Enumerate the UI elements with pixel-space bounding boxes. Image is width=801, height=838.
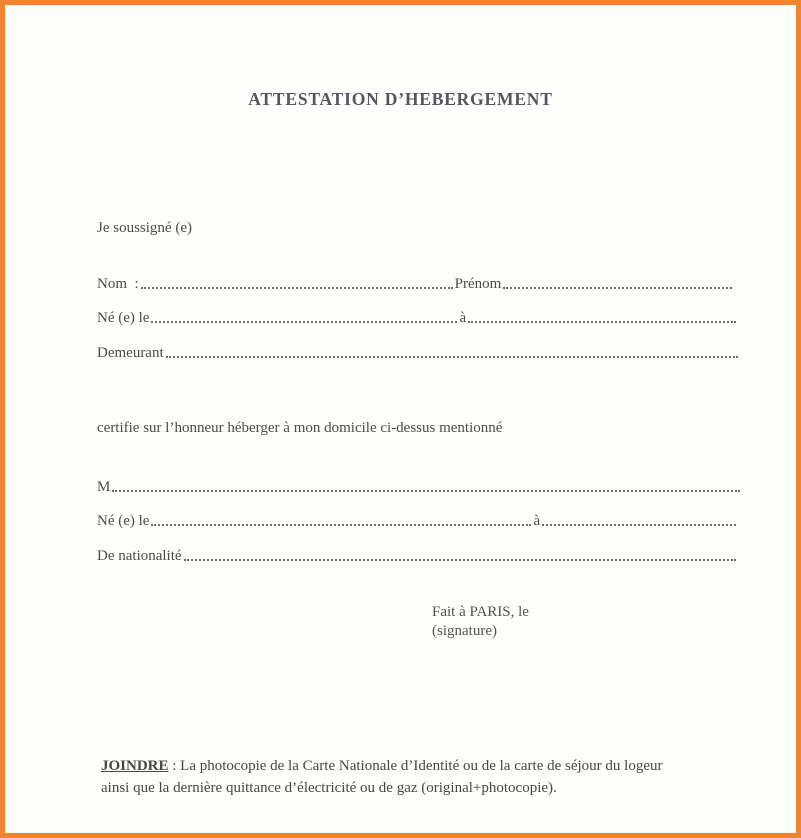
signature-place-line: Fait à PARIS, le: [432, 604, 529, 620]
dotted-blank-ne-le-2: [151, 524, 531, 526]
intro-line: Je soussigné (e): [97, 220, 192, 236]
document-title: ATTESTATION D’HEBERGEMENT: [248, 89, 553, 109]
field-row-nationalite: [97, 547, 738, 565]
signature-block: [432, 603, 529, 641]
footer-note: [101, 755, 749, 799]
field-label-ne-le-2: Né (e) le: [97, 513, 150, 529]
footer-text-line1: : La photocopie de la Carte Nationale d’Identité ou de la carte de séjour du logeur: [168, 758, 663, 774]
field-row-nom: [97, 275, 734, 293]
dotted-blank-ne-le-1: [151, 321, 457, 323]
field-label-prenom: Prénom: [454, 276, 502, 292]
dotted-blank-lieu-1: [468, 321, 736, 323]
field-row-m: [97, 478, 742, 496]
footer-joindre-label: JOINDRE: [101, 758, 169, 774]
field-label-nom: Nom :: [97, 276, 139, 292]
certification-line: certifie sur l’honneur héberger à mon domicile ci-dessus mentionné: [97, 420, 503, 436]
footer-text-line2: ainsi que la dernière quittance d’électricité ou de gaz (original+photocopie).: [101, 780, 557, 796]
dotted-blank-nom: [141, 287, 453, 289]
field-row-naissance-2: [97, 512, 738, 530]
dotted-blank-demeurant: [166, 356, 738, 358]
signature-caption-line: (signature): [432, 623, 497, 639]
field-label-demeurant: Demeurant: [97, 345, 164, 361]
dotted-blank-m: [112, 490, 740, 492]
field-label-a-2: à: [533, 513, 541, 529]
field-row-naissance-1: [97, 309, 738, 327]
field-label-ne-le-1: Né (e) le: [97, 310, 150, 326]
dotted-blank-lieu-2: [542, 524, 736, 526]
field-label-m: M: [97, 479, 111, 495]
dotted-blank-prenom: [503, 287, 732, 289]
field-label-a-1: à: [459, 310, 467, 326]
field-label-nationalite: De nationalité: [97, 548, 182, 564]
field-row-demeurant: [97, 344, 740, 362]
dotted-blank-nationalite: [184, 559, 736, 561]
